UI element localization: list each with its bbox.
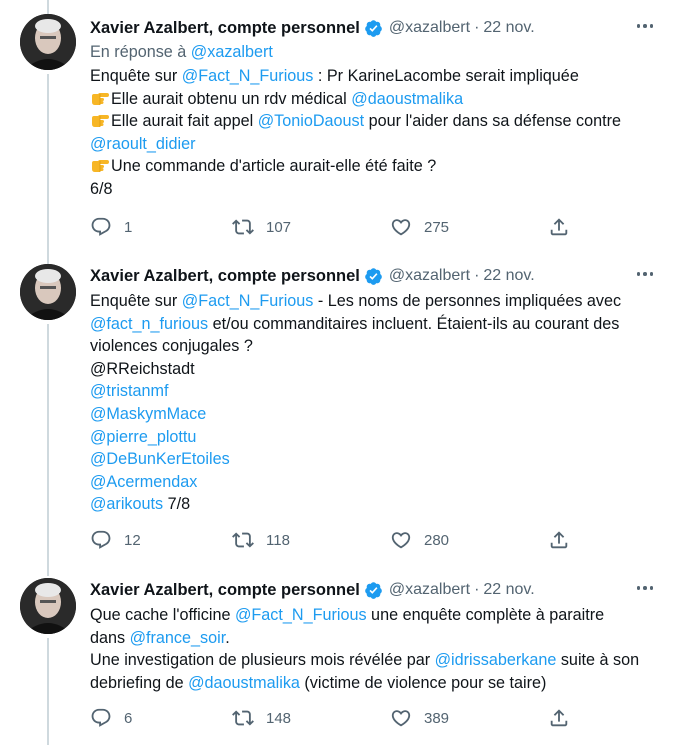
reply-prefix: En réponse à bbox=[90, 43, 187, 61]
like-button[interactable] bbox=[390, 529, 449, 551]
author-name[interactable]: Xavier Azalbert, compte personnel bbox=[90, 580, 360, 599]
tweet-1[interactable] bbox=[0, 0, 688, 250]
tweet-text-segment: violences conjugales ? bbox=[90, 337, 253, 356]
tweet-text-segment: 7/8 bbox=[163, 495, 191, 514]
mention-link[interactable]: @DeBunKerEtoiles bbox=[90, 450, 230, 469]
more-icon[interactable] bbox=[634, 17, 656, 35]
tweet-text-segment: debriefing de bbox=[90, 673, 189, 692]
mention-link[interactable]: @fact_n_furious bbox=[90, 314, 209, 333]
like-count: 275 bbox=[424, 218, 450, 236]
tweet-text-line bbox=[90, 649, 670, 672]
reply-count: 6 bbox=[124, 709, 133, 727]
share-button[interactable] bbox=[548, 216, 570, 238]
reply-icon bbox=[90, 529, 112, 551]
tweet-text-segment: (victime de violence pour se taire) bbox=[299, 673, 547, 692]
tweet-text-line bbox=[90, 178, 670, 201]
reply-icon bbox=[90, 216, 112, 238]
share-button[interactable] bbox=[548, 707, 570, 729]
tweet-text-line bbox=[90, 335, 670, 358]
mention-link[interactable]: @raoult_didier bbox=[90, 134, 196, 153]
mention-link[interactable]: @idrissaberkane bbox=[434, 651, 557, 670]
tweet-text-line bbox=[90, 448, 670, 471]
retweet-icon bbox=[232, 707, 254, 729]
tweet-text-line bbox=[90, 313, 670, 336]
thread-line-top bbox=[47, 562, 49, 576]
thread-line bbox=[47, 324, 49, 562]
author-handle[interactable]: @xazalbert bbox=[388, 19, 471, 36]
like-count: 280 bbox=[424, 531, 450, 549]
like-icon bbox=[390, 707, 412, 729]
tweet-2[interactable] bbox=[0, 250, 688, 562]
reply-button[interactable] bbox=[90, 216, 132, 238]
avatar[interactable] bbox=[20, 264, 76, 320]
separator-dot: · bbox=[474, 581, 480, 598]
tweet-text-line bbox=[90, 493, 670, 516]
mention-link[interactable]: @Acermendax bbox=[90, 472, 198, 491]
tweet-text-segment: : Pr KarineLacombe serait impliquée bbox=[313, 67, 579, 85]
retweet-button[interactable] bbox=[232, 529, 290, 551]
mention-link[interactable]: @arikouts bbox=[90, 495, 164, 514]
pointing-hand-emoji bbox=[90, 156, 110, 174]
tweet-actions bbox=[90, 216, 650, 240]
like-button[interactable] bbox=[390, 707, 449, 729]
tweet-text-segment: une enquête complète à paraitre bbox=[366, 606, 605, 624]
retweet-button[interactable] bbox=[232, 707, 291, 729]
tweet-text-segment: et/ou commanditaires incluent. Étaient-ils au courant des bbox=[208, 314, 620, 333]
tweet-text-segment: - Les noms de personnes impliquées avec bbox=[313, 292, 622, 310]
tweet-text-line bbox=[90, 290, 670, 313]
share-icon bbox=[548, 216, 570, 238]
author-handle[interactable]: @xazalbert bbox=[388, 267, 471, 284]
like-icon bbox=[390, 529, 412, 551]
tweet-text-segment: Enquête sur bbox=[90, 67, 182, 85]
mention-link[interactable]: @MaskymMace bbox=[90, 404, 207, 423]
tweet-text-segment: dans bbox=[90, 628, 130, 647]
tweet-text-line bbox=[90, 65, 670, 88]
more-icon[interactable] bbox=[634, 579, 656, 597]
reply-context bbox=[90, 41, 670, 64]
reply-button[interactable] bbox=[90, 707, 132, 729]
tweet-text-segment: pour l'aider dans sa défense contre bbox=[364, 112, 621, 131]
tweet-text-segment: . bbox=[225, 628, 230, 647]
tweet-text-segment: Une investigation de plusieurs mois révélée par bbox=[90, 651, 435, 670]
retweet-count: 148 bbox=[266, 709, 292, 727]
share-icon bbox=[548, 707, 570, 729]
thread-line-top bbox=[47, 250, 49, 264]
avatar[interactable] bbox=[20, 14, 76, 70]
tweet-actions bbox=[90, 529, 650, 553]
tweet-text-segment: suite à son bbox=[556, 651, 640, 670]
tweet-text-line bbox=[90, 380, 670, 403]
tweet-text-segment: Enquête sur bbox=[90, 292, 182, 310]
tweet-text-line bbox=[90, 155, 670, 178]
tweet-3[interactable] bbox=[0, 562, 688, 745]
tweet-text-line bbox=[90, 88, 670, 111]
mention-link[interactable]: @daoustmalika bbox=[188, 673, 300, 692]
tweet-text-segment: Que cache l'officine bbox=[90, 606, 235, 624]
author-name[interactable]: Xavier Azalbert, compte personnel bbox=[90, 266, 360, 285]
tweet-text-line bbox=[90, 358, 670, 381]
tweet-text bbox=[90, 604, 670, 694]
share-button[interactable] bbox=[548, 529, 570, 551]
tweet-text-line bbox=[90, 627, 670, 650]
author-name[interactable]: Xavier Azalbert, compte personnel bbox=[90, 18, 360, 37]
tweet-text-segment: Elle aurait fait appel bbox=[111, 112, 258, 131]
tweet-text-line bbox=[90, 672, 670, 695]
tweet-text-segment: Une commande d'article aurait-elle été faite ? bbox=[111, 157, 437, 176]
tweet-text-segment: 6/8 bbox=[90, 179, 113, 198]
tweet-text-line bbox=[90, 110, 670, 133]
mention-link[interactable]: @tristanmf bbox=[90, 382, 169, 401]
mention-link[interactable]: @daoustmalika bbox=[351, 89, 464, 108]
pointing-hand-emoji bbox=[90, 89, 110, 107]
like-count: 389 bbox=[424, 709, 450, 727]
thread-line bbox=[47, 638, 49, 745]
more-icon[interactable] bbox=[634, 265, 656, 283]
verified-badge-icon bbox=[364, 267, 383, 286]
like-icon bbox=[390, 216, 412, 238]
reply-count: 12 bbox=[124, 531, 141, 549]
avatar[interactable] bbox=[20, 578, 76, 634]
retweet-icon bbox=[232, 529, 254, 551]
retweet-icon bbox=[232, 216, 254, 238]
reply-button[interactable] bbox=[90, 529, 141, 551]
tweet-text-line bbox=[90, 604, 670, 627]
reply-icon bbox=[90, 707, 112, 729]
separator-dot: · bbox=[474, 19, 480, 36]
reply-to-handle[interactable]: @xazalbert bbox=[190, 43, 273, 61]
mention-link[interactable]: @TonioDaoust bbox=[257, 112, 365, 131]
tweet-actions bbox=[90, 707, 650, 731]
tweet-header bbox=[90, 579, 535, 601]
tweet-text-segment: Elle aurait obtenu un rdv médical bbox=[111, 89, 352, 108]
mention-link[interactable]: @pierre_plottu bbox=[90, 427, 197, 446]
share-icon bbox=[548, 529, 570, 551]
retweet-count: 107 bbox=[266, 218, 292, 236]
like-button[interactable] bbox=[390, 216, 449, 238]
verified-badge-icon bbox=[364, 581, 383, 600]
tweet-text-line bbox=[90, 403, 670, 426]
retweet-button[interactable] bbox=[232, 216, 291, 238]
mention-link[interactable]: @Fact_N_Furious bbox=[181, 67, 314, 85]
tweet-text-line bbox=[90, 426, 670, 449]
tweet-text bbox=[90, 290, 670, 516]
tweet-header bbox=[90, 17, 535, 39]
mention-link[interactable]: @Fact_N_Furious bbox=[234, 606, 367, 624]
tweet-text-line bbox=[90, 133, 670, 156]
tweet-date[interactable]: 22 nov. bbox=[483, 267, 535, 284]
separator-dot: · bbox=[474, 267, 480, 284]
tweet-text bbox=[90, 65, 670, 201]
author-handle[interactable]: @xazalbert bbox=[388, 581, 471, 598]
tweet-date[interactable]: 22 nov. bbox=[483, 581, 535, 598]
retweet-count: 118 bbox=[266, 531, 290, 549]
tweet-header bbox=[90, 265, 535, 287]
mention-link[interactable]: @Fact_N_Furious bbox=[181, 292, 314, 310]
mention-link[interactable]: @france_soir bbox=[129, 628, 226, 647]
tweet-text-segment: @RReichstadt bbox=[90, 359, 195, 378]
verified-badge-icon bbox=[364, 19, 383, 38]
pointing-hand-emoji bbox=[90, 111, 110, 129]
thread-line-top bbox=[47, 0, 49, 14]
thread-line bbox=[47, 74, 49, 250]
reply-count: 1 bbox=[124, 218, 133, 236]
tweet-date[interactable]: 22 nov. bbox=[483, 19, 535, 36]
tweet-text-line bbox=[90, 471, 670, 494]
